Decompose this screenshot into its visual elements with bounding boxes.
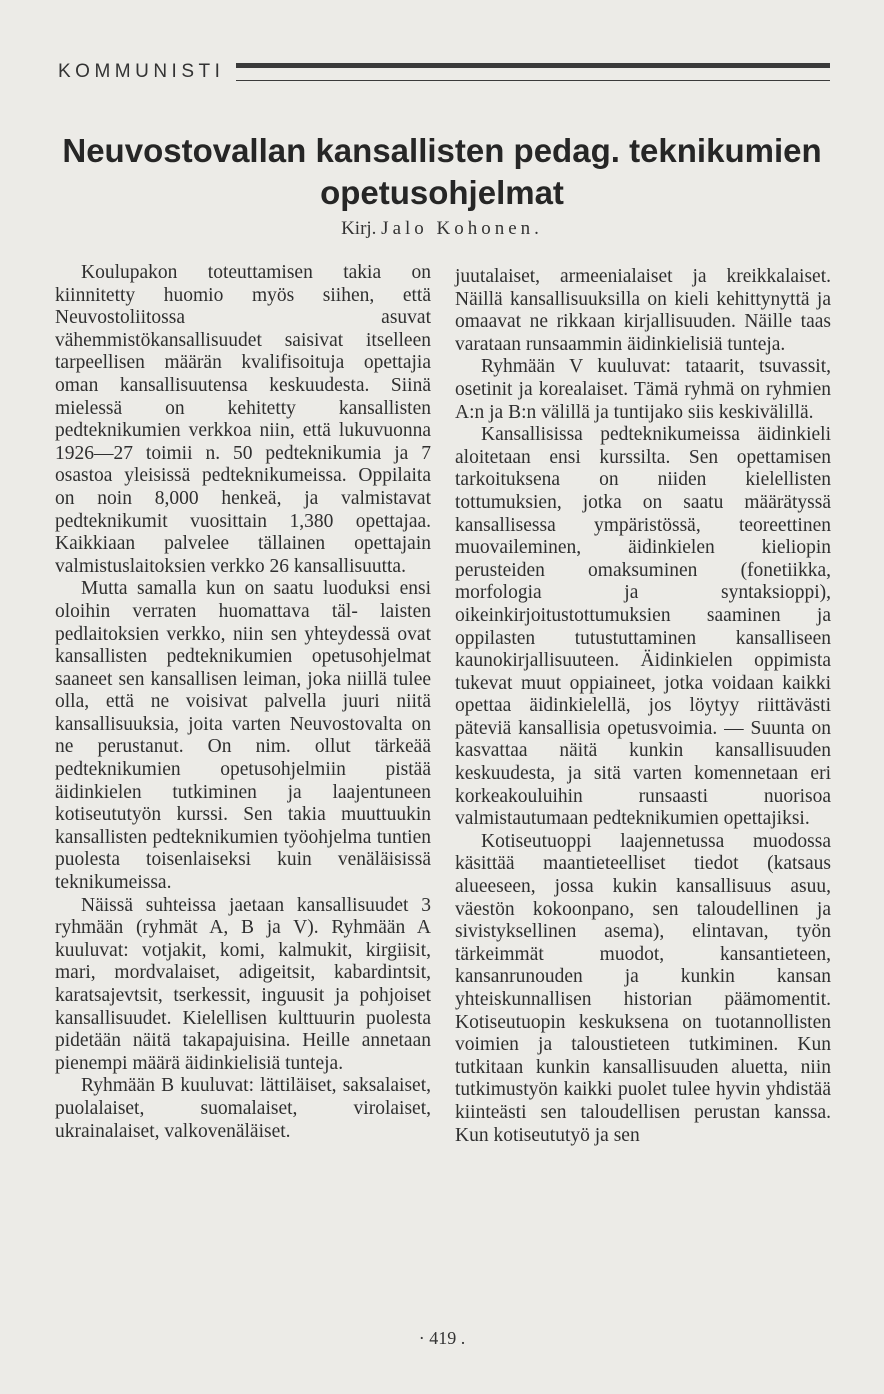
paragraph: Koulupakon toteuttamisen takia on kiinnitetty huomio myös siihen, että Neuvostoliitossa asuvat vähemmistökansallisuudet saisivat itselleen tarpeellisen määrän kvalifisoituja opettajia oman kansallisuutensa keskuudesta. Siinä mielessä on kehitetty kansallisten pedteknikumien verkkoa niin, että lukuvuonna 1926—27 toimii n. 50 pedteknikumia ja 7 osastoa yleisissä pedteknikumeissa. Oppilaita on noin 8,000 henkeä, ja valmistavat pedteknikumit vuosittain 1,380 opettajaa. Kaikkiaan palvelee tällainen opettajain valmistuslaitoksien verkko 26 kansallisuutta. [55,262,431,577]
left-column [55,262,431,1143]
header-rule [236,63,830,81]
paragraph-continued: juutalaiset, armeenialaiset ja kreikkalaiset. Näillä kansallisuuksilla on kieli kehittynyttä ja omaavat ne rikkaan kirjallisuuden. Näille taas varataan runsaammin äidinkielisiä tunteja. [455,266,831,355]
paragraph: Kotiseutuoppi laajennetussa muodossa käsittää maantieteelliset tiedot (katsaus alueeseen, jossa kukin kansallisuus asuu, väestön kokoonpano, sen taloudellinen ja sivistyksellinen asema), elintavan, työn tärkeimmät muodot, kansantieteen, kansanrunouden ja kunkin kansan yhteiskunnallisen historian päämomentit. Kotiseutuopin keskuksena on tuotannollisten voimien ja taloustieteen tutkiminen. Kun tutkitaan kunkin kansallisuuden aluetta, niin tutkimustyön kaikki puolet tulee hyvin yhdistää kiinteästi sen taloudellisen perustan kanssa. Kun kotiseututyö ja sen [455,830,831,1146]
article-title [40,130,844,214]
byline [0,218,884,240]
paragraph: Mutta samalla kun on saatu luoduksi ensi oloihin verraten huomattava täl- laisten pedlaitoksien verkko, niin sen yhteydessä ovat kansallisten pedteknikumien opetusohjelmat saaneet sen kansallisen leiman, joka niillä tulee olla, että ne voisivat palvella juuri niitä kansallisuuksia, joita varten Neuvostovalta on ne perustanut. On nim. ollut tärkeää pedteknikumien opetusohjelmiin pistää äidinkielen tutkiminen ja laajentuneen kotiseututyön kurssi. Sen takia muuttuukin kansallisten pedteknikumien työohjelma tuntien puolesta toisenlaiseksi kuin venäläisissä teknikumeissa. [55,578,431,894]
paragraph: Ryhmään B kuuluvat: lättiläiset, saksalaiset, puolalaiset, suomalaiset, virolaiset, ukrainalaiset, valkovenäläiset. [55,1075,431,1142]
paragraph: Kansallisissa pedteknikumeissa äidinkieli aloitetaan ensi kurssilta. Sen opettamisen tarkoituksena on niiden kielellisten tottumuksien, jotka on saatu määrätyssä kansallisessa ympäristössä, teoreettinen muovaileminen, äidinkielen kieliopin perusteiden omaksuminen (fonetiikka, morfologia ja syntaksioppi), oikeinkirjoitustottumuksien saaminen ja oppilasten tutustuttaminen kansalliseen kaunokirjallisuuteen. Äidinkielen oppimista tukevat muut oppiaineet, jotka voidaan kaikki opettaa äidinkielellä, jos löytyy riittävästi päteviä kansallisia opetusvoimia. — Suunta on kasvattaa näitä kunkin kansallisuuden keskuudesta, ja sitä varten komennetaan eri korkeakouluihin runsaasti nuorisoa valmistautumaan pedteknikumien opettajiksi. [455,424,831,830]
paragraph: Ryhmään V kuuluvat: tataarit, tsuvassit, osetinit ja korealaiset. Tämä ryhmä on ryhmien A:n ja B:n välillä ja tuntijako siis keskivälillä. [455,356,831,423]
byline-prefix: Kirj. [341,218,377,239]
paragraph: Näissä suhteissa jaetaan kansallisuudet 3 ryhmään (ryhmät A, B ja V). Ryhmään A kuuluvat: votjakit, komi, kalmukit, kirgiisit, mari, mordvalaiset, adigeitsit, kabardintsit, karatsajevtsit, tserkessit, inguusit ja pohjoiset kansallisuudet. Kielellisen kulttuurin puolesta pidetään näitä takapajuisina. Heille annetaan pienempi määrä äidinkielisiä tunteja. [55,894,431,1074]
page-number: · 419 . [418,1328,466,1348]
right-column [455,266,831,1147]
title-line-1: Neuvostovallan kansallisten pedag. teknikumien [62,132,822,169]
running-head [58,52,830,92]
journal-name: KOMMUNISTI [58,61,225,82]
author-name: Jalo Kohonen. [381,218,543,239]
title-line-2: opetusohjelmat [320,174,564,211]
